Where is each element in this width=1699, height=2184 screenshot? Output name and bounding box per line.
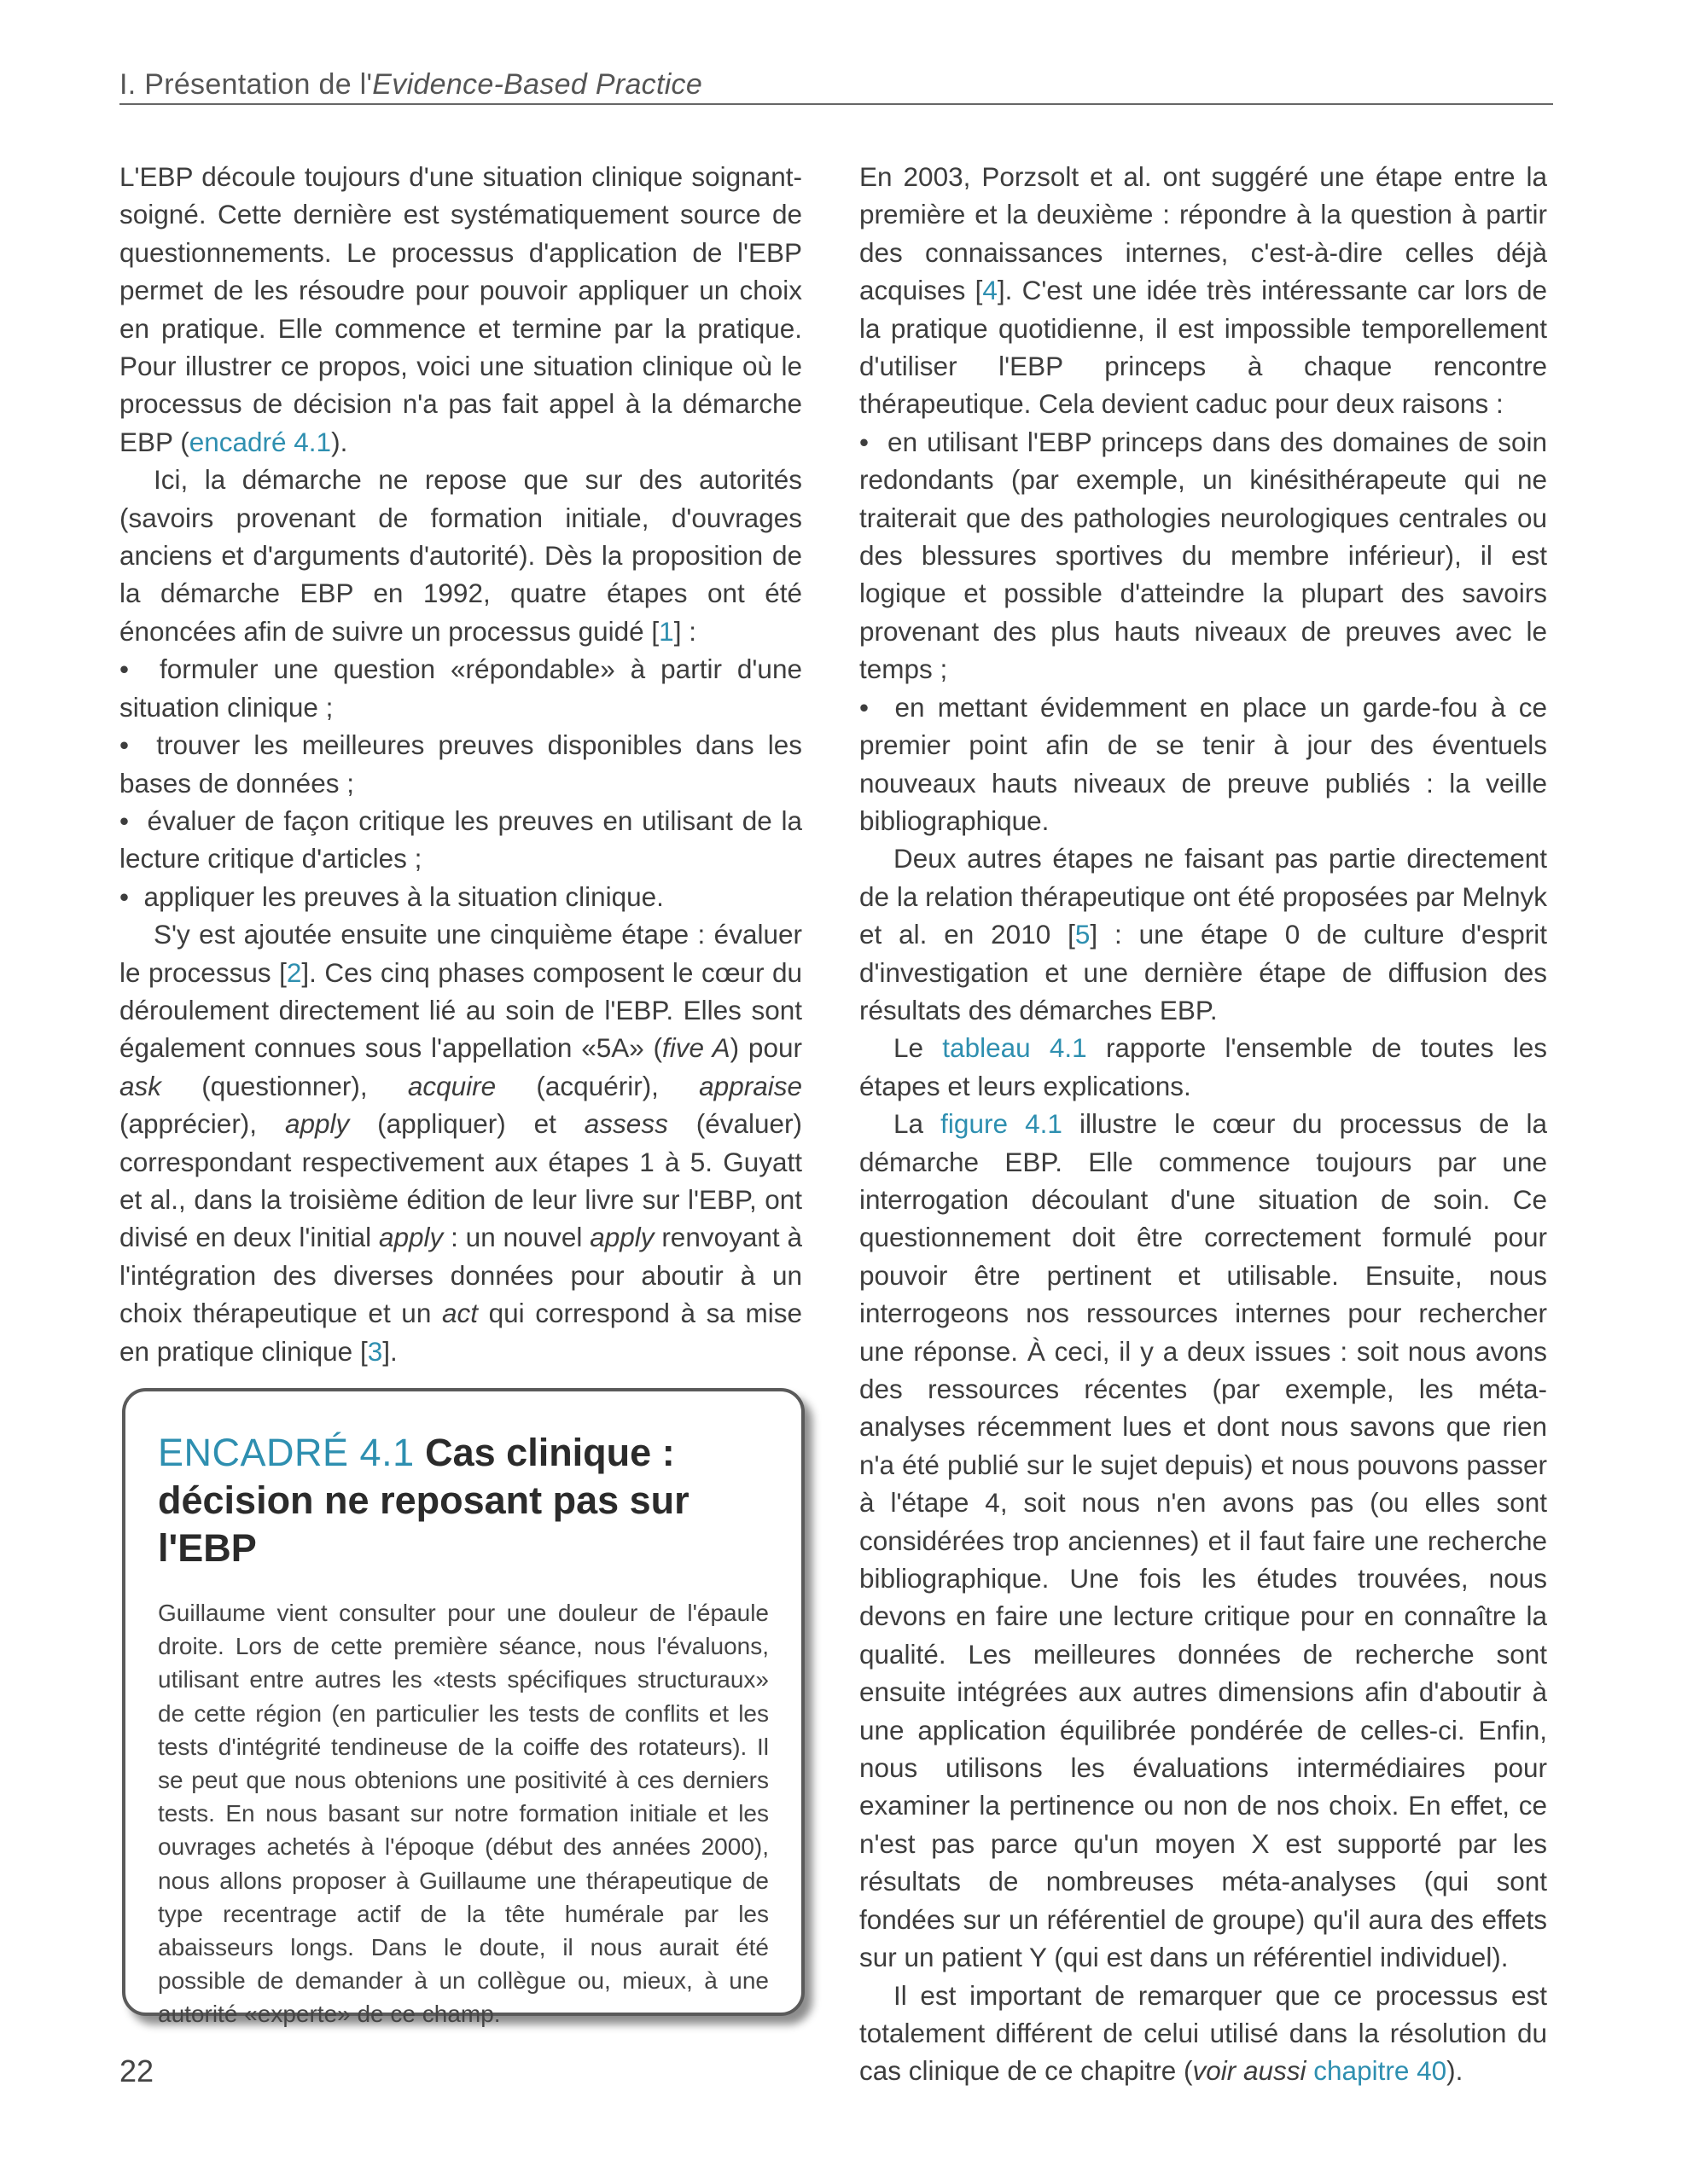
right-paragraph-1 xyxy=(859,158,1547,423)
text: ). xyxy=(1446,2055,1463,2087)
left-column xyxy=(119,158,802,1370)
chapitre-link[interactable]: chapitre 40 xyxy=(1313,2055,1447,2087)
encadre-link[interactable]: encadré 4.1 xyxy=(189,426,332,457)
text: ]. Ces cinq phases composent le cœur du déroulement directement lié au soin de l'EBP. Elles sont également connues sous l'appellation «5A» ( xyxy=(119,956,802,1064)
box-heading: Cas clinique : décision ne reposant pas sur l'EBP xyxy=(158,1431,689,1570)
italic-term: acquire xyxy=(407,1070,497,1101)
ref-link-1[interactable]: 1 xyxy=(659,615,674,647)
italic-term: appraise xyxy=(699,1070,802,1101)
text: S'y est ajoutée ensuite une cinquième étape : évaluer le processus [ xyxy=(119,919,802,988)
italic-term: ask xyxy=(119,1070,162,1101)
right-paragraph-2 xyxy=(859,839,1547,1029)
right-paragraph-5 xyxy=(859,1977,1547,2090)
text: (évaluer) correspondant respectivement aux étapes 1 à 5. Guyatt et al., dans la troisième édition de leur livre sur l'EBP, ont divisé en deux l'initial xyxy=(119,1108,803,1253)
running-head xyxy=(119,68,1553,102)
text: ] : une étape 0 de culture d'esprit d'investigation et une dernière étape de diffusion des résultats des démarches EBP. xyxy=(859,919,1548,1025)
list-item: • en utilisant l'EBP princeps dans des domaines de soin redondants (par exemple, un kinésithérapeute qui ne traiterait que des pathologies neurologiques centrales ou des blessures sportives du membre inférieur), il est logique et possible d'atteindre la plupart des savoirs provenant des plus hauts niveaux de preuves avec le temps ; xyxy=(859,423,1547,688)
italic-term: act xyxy=(441,1298,478,1329)
italic-term: five A xyxy=(662,1032,730,1064)
right-column xyxy=(859,158,1547,2090)
header-rule xyxy=(119,103,1553,105)
text: : un nouvel xyxy=(443,1222,591,1253)
running-head-italic: Evidence-Based Practice xyxy=(372,68,703,101)
text: La xyxy=(893,1108,941,1140)
ref-link-4[interactable]: 4 xyxy=(982,275,998,306)
italic-term: apply xyxy=(284,1108,350,1140)
list-item: • appliquer les preuves à la situation clinique. xyxy=(119,878,802,915)
italic-term: voir aussi xyxy=(1192,2055,1306,2087)
ref-link-2[interactable]: 2 xyxy=(286,956,302,988)
left-paragraph-2 xyxy=(119,461,802,650)
box-title xyxy=(158,1429,769,1572)
tableau-link[interactable]: tableau 4.1 xyxy=(942,1032,1087,1064)
right-paragraph-4 xyxy=(859,1105,1547,1976)
text xyxy=(1306,2055,1314,2086)
text: (appliquer) et xyxy=(349,1108,585,1140)
text: Le xyxy=(893,1032,943,1064)
text: ]. xyxy=(382,1335,398,1367)
left-paragraph-1 xyxy=(119,158,802,461)
list-item: • trouver les meilleures preuves disponibles dans les bases de données ; xyxy=(119,726,802,802)
running-head-part: I. Présentation de l' xyxy=(119,68,373,101)
figure-link[interactable]: figure 4.1 xyxy=(940,1108,1062,1140)
text: ]. C'est une idée très intéressante car lors de la pratique quotidienne, il est impossible temporellement d'utiliser l'EBP princeps à chaque rencontre thérapeutique. Cela devient caduc pour deux raisons : xyxy=(859,275,1547,420)
text: (apprécier), xyxy=(119,1108,285,1140)
left-paragraph-3 xyxy=(119,915,802,1370)
text: ) pour xyxy=(730,1032,802,1064)
case-box xyxy=(122,1388,805,2028)
italic-term: assess xyxy=(584,1108,668,1140)
text: illustre le cœur du processus de la démarche EBP. Elle commence toujours par une interrogation découlant d'une situation de soin. Ce questionnement doit être correctement formulé pour pouvoir être pertinent et utilisable. Ensuite, nous interrogeons nos ressources internes pour rechercher une réponse. À ceci, il y a deux issues : soit nous avons des ressources récentes (par exemple, les méta-analyses récemment lues et dont nous savons que rien n'a été publié sur le sujet depuis) et nous pouvons passer à l'étape 4, soit nous n'en avons pas (ou elles sont considérées trop anciennes) et il faut faire une recherche bibliographique. Une fois les études trouvées, nous devons en faire une lecture critique pour en connaître la qualité. Les meilleures données de recherche sont ensuite intégrées aux autres dimensions afin d'aboutir à une application équilibrée pondérée de celles-ci. Enfin, nous utilisons les évaluations intermédiaires pour examiner la pertinence ou non de nos choix. En effet, ce n'est pas parce qu'un moyen X est supporté par les résultats de nombreuses méta-analyses (qui sont fondées sur un référentiel de groupe) qu'il aura des effets sur un patient Y (qui est dans un référentiel individuel). xyxy=(859,1108,1547,1973)
text: Il est important de remarquer que ce processus est totalement différent de celui utilisé dans la résolution du cas clinique de ce chapitre ( xyxy=(859,1979,1547,2087)
italic-term: apply xyxy=(378,1222,444,1253)
text: (acquérir), xyxy=(496,1070,700,1101)
box-label: ENCADRÉ 4.1 xyxy=(158,1431,415,1474)
text: L'EBP découle toujours d'une situation clinique soignant-soigné. Cette dernière est systématiquement source de questionnements. Le processus d'application de l'EBP permet de les résoudre pour pouvoir appliquer un choix en pratique. Elle commence et termine par la pratique. Pour illustrer ce propos, voici une situation clinique où le processus de décision n'a pas fait appel à la démarche EBP ( xyxy=(119,161,802,457)
list-item: • évaluer de façon critique les preuves en utilisant de la lecture critique d'articles ; xyxy=(119,802,802,878)
text: rapporte l'ensemble de toutes les étapes et leurs explications. xyxy=(859,1032,1547,1101)
text: qui correspond à sa mise en pratique clinique [ xyxy=(119,1298,802,1367)
ref-link-5[interactable]: 5 xyxy=(1074,919,1091,950)
list-item: • formuler une question «répondable» à partir d'une situation clinique ; xyxy=(119,650,802,726)
box-body: Guillaume vient consulter pour une douleur de l'épaule droite. Lors de cette première séance, nous l'évaluons, utilisant entre autres les «tests spécifiques structuraux» de cette région (en particulier les tests de conflits et les tests d'intégrité tendineuse de la coiffe des rotateurs). Il se peut que nous obtenions une positivité à ces derniers tests. En nous basant sur notre formation initiale et les ouvrages achetés à l'époque (début des années 2000), nous allons proposer à Guillaume une thérapeutique de type recentrage actif de la tête humérale par les abaisseurs longs. Dans le doute, il nous aurait été possible de demander à un collègue ou, mieux, à une autorité «experte» de ce champ. xyxy=(158,1600,769,2028)
text: Ici, la démarche ne repose que sur des autorités (savoirs provenant de formation initiale, d'ouvrages anciens et d'arguments d'autorité). Dès la proposition de la démarche EBP en 1992, quatre étapes ont été énoncées afin de suivre un processus guidé [ xyxy=(119,464,802,647)
ref-link-3[interactable]: 3 xyxy=(367,1335,383,1367)
text: ). xyxy=(331,426,348,457)
page-number: 22 xyxy=(119,2053,154,2088)
italic-term: apply xyxy=(590,1222,655,1253)
right-paragraph-3 xyxy=(859,1029,1547,1105)
text: renvoyant à l'intégration des diverses données pour aboutir à un choix thérapeutique et un xyxy=(119,1222,802,1329)
text: En 2003, Porzsolt et al. ont suggéré une étape entre la première et la deuxième : répondre à la question à partir des connaissances internes, c'est-à-dire celles déjà acquises [ xyxy=(859,161,1547,306)
text: (questionner), xyxy=(161,1070,408,1101)
text: Deux autres étapes ne faisant pas partie directement de la relation thérapeutique ont été proposées par Melnyk et al. en 2010 [ xyxy=(859,843,1547,950)
text: ] : xyxy=(673,615,696,647)
list-item: • en mettant évidemment en place un garde-fou à ce premier point afin de se tenir à jour des éventuels nouveaux hauts niveaux de preuve publiés : la veille bibliographique. xyxy=(859,688,1547,840)
